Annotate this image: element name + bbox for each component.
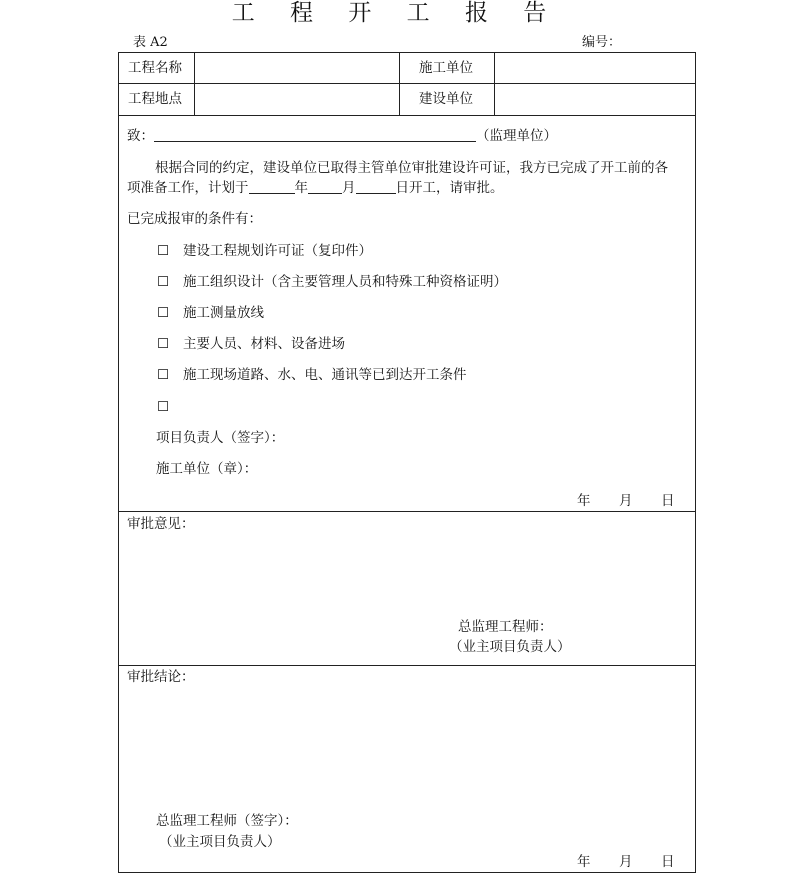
body-line-1: 根据合同的约定，建设单位已取得主管单位审批建设许可证，我方已完成了开工前的各 (155, 160, 668, 176)
condition-item: ☐ 施工现场道路、水、电、通讯等已到达开工条件 (157, 367, 467, 383)
day-blank (356, 179, 396, 194)
conclusion-owner-rep-label: （业主项目负责人） (159, 834, 281, 850)
condition-item: ☐ 主要人员、材料、设备进场 (157, 336, 345, 352)
report-form-table (118, 52, 696, 873)
opinion-label: 审批意见： (127, 516, 195, 532)
owner-label: 建设单位 (419, 91, 473, 107)
header-row-divider (119, 83, 695, 84)
page-title: 工 程 开 工 报 告 (231, 0, 561, 26)
opinion-chief-engineer-label: 总监理工程师： (458, 619, 553, 635)
addressee-label: 致： (127, 128, 154, 144)
checkbox-icon[interactable]: ☐ (157, 274, 170, 290)
project-manager-signature-label: 项目负责人（签字）： (156, 430, 285, 446)
body-line-2: 项准备工作，计划于 年 月 日开工，请审批。 (127, 180, 504, 196)
conclusion-date-day: 日 (661, 854, 675, 870)
conclusion-chief-engineer-label: 总监理工程师（签字）： (156, 813, 298, 829)
header-col-divider-3 (494, 53, 495, 115)
conclusion-label: 审批结论： (127, 669, 195, 685)
conclusion-divider (119, 665, 695, 666)
month-blank (308, 179, 342, 194)
addressee-suffix: （监理单位） (476, 128, 557, 144)
condition-item: ☐ 施工组织设计（含主要管理人员和特殊工种资格证明） (157, 274, 507, 290)
condition-item (157, 398, 183, 416)
project-site-label: 工程地点 (128, 91, 182, 107)
checkbox-icon[interactable]: ☐ (157, 305, 170, 321)
header-col-divider-1 (194, 53, 195, 115)
condition-item: ☐ 施工测量放线 (157, 305, 264, 321)
conditions-heading: 已完成报审的条件有： (127, 211, 262, 227)
contractor-seal-label: 施工单位（章）： (156, 461, 258, 477)
project-name-label: 工程名称 (128, 60, 182, 76)
condition-item: ☐ 建设工程规划许可证（复印件） (157, 243, 372, 259)
year-blank (249, 179, 295, 194)
report-date-day: 日 (661, 493, 675, 509)
header-bottom-border (119, 115, 695, 116)
header-col-divider-2 (399, 53, 400, 115)
checkbox-icon[interactable]: ☐ (157, 336, 170, 352)
conclusion-date-year: 年 (577, 854, 591, 870)
report-date-year: 年 (577, 493, 591, 509)
form-number: 表 A2 (133, 35, 168, 50)
checkbox-icon[interactable]: ☐ (157, 367, 170, 383)
conclusion-date-month: 月 (619, 854, 633, 870)
opinion-divider (119, 511, 695, 512)
contractor-label: 施工单位 (419, 60, 473, 76)
checkbox-icon[interactable]: ☐ (157, 399, 170, 415)
checkbox-icon[interactable]: ☐ (157, 243, 170, 259)
serial-number-label: 编号： (582, 35, 622, 50)
report-date-month: 月 (619, 493, 633, 509)
addressee-line (127, 127, 557, 145)
opinion-owner-rep-label: （业主项目负责人） (449, 639, 571, 655)
addressee-blank (154, 127, 476, 142)
